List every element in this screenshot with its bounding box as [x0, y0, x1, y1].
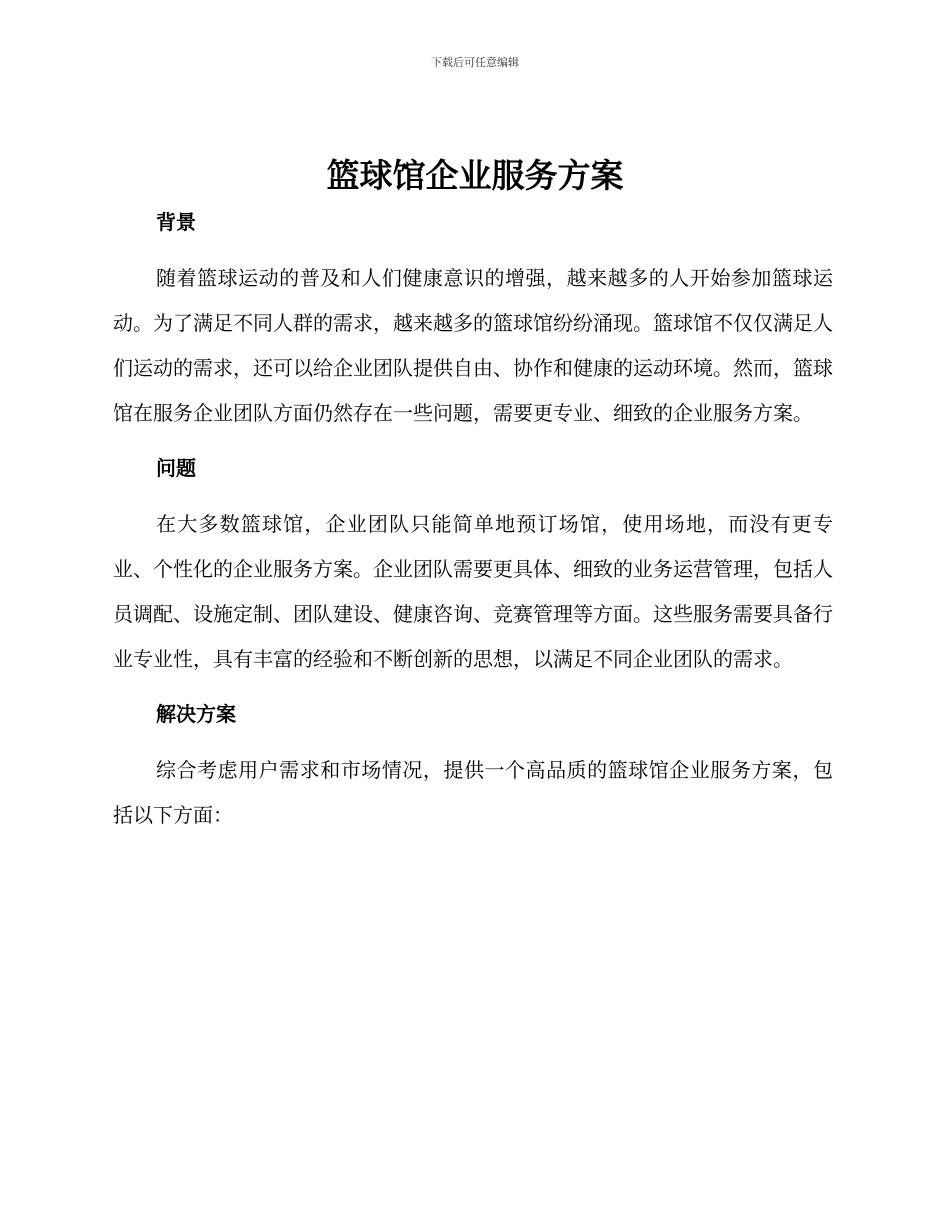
section-heading: 背景 [156, 210, 196, 234]
document-body [113, 200, 833, 838]
section-solution [113, 692, 833, 838]
section-paragraph: 随着篮球运动的普及和人们健康意识的增强，越来越多的人开始参加篮球运动。为了满足不同人群的需求，越来越多的篮球馆纷纷涌现。篮球馆不仅仅满足人们运动的需求，还可以给企业团队提供自由、协作和健康的运动环境。然而，篮球馆在服务企业团队方面仍然存在一些问题，需要更专业、细致的企业服务方案。 [113, 266, 833, 425]
section-paragraph: 综合考虑用户需求和市场情况，提供一个高品质的篮球馆企业服务方案，包括以下方面： [113, 758, 833, 827]
section-heading: 问题 [156, 456, 196, 480]
section-heading: 解决方案 [156, 702, 236, 726]
section-paragraph: 在大多数篮球馆，企业团队只能简单地预订场馆，使用场地，而没有更专业、个性化的企业服务方案。企业团队需要更具体、细致的业务运营管理，包括人员调配、设施定制、团队建设、健康咨询、竞赛管理等方面。这些服务需要具备行业专业性，具有丰富的经验和不断创新的思想，以满足不同企业团队的需求。 [113, 512, 833, 671]
header-note: 下载后可任意编辑 [431, 56, 519, 69]
document-title: 篮球馆企业服务方案 [326, 156, 624, 195]
section-problem [113, 446, 833, 692]
section-background [113, 200, 833, 446]
